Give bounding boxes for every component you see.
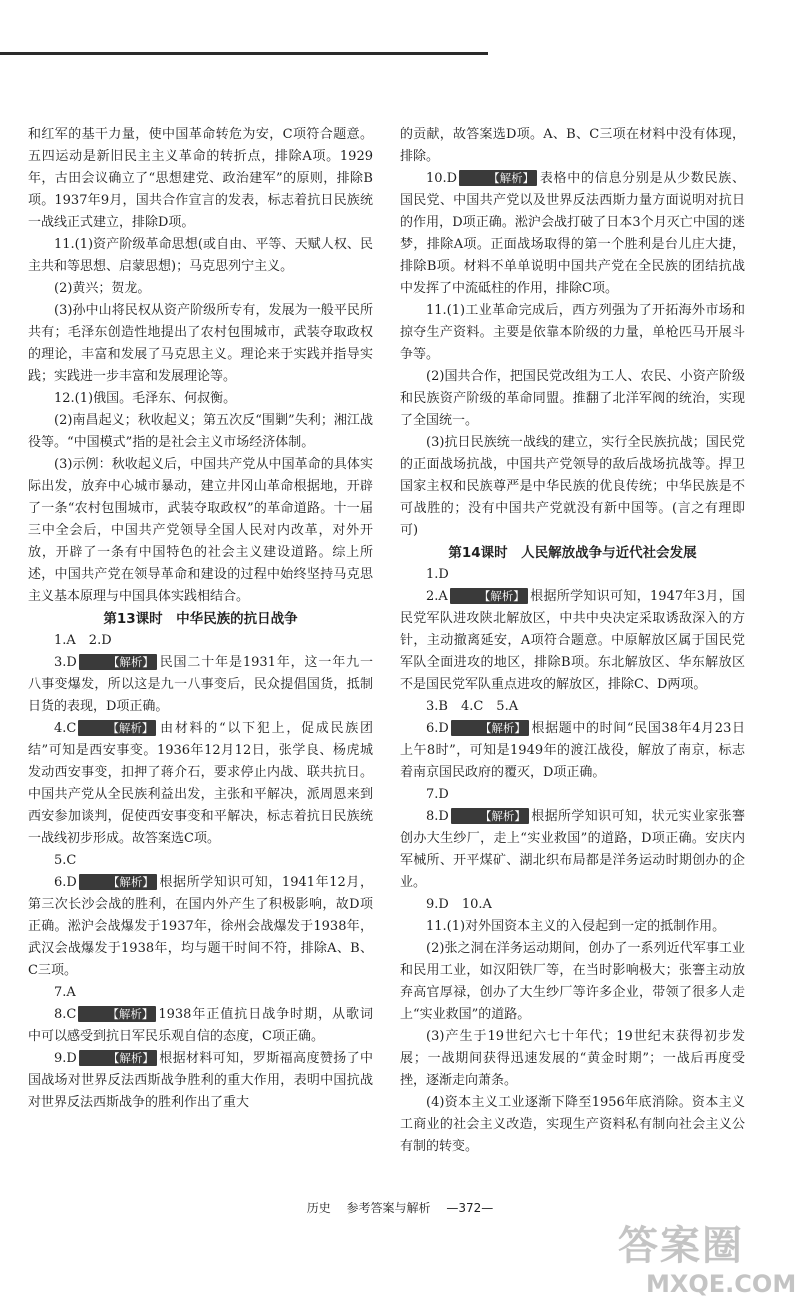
paragraph-text: 7.A xyxy=(54,985,76,1000)
watermark-sub: MXQE.COM xyxy=(646,1270,797,1298)
paragraph-text: 根据所学知识可知，状元实业家张謇创办大生纱厂，走上“实业救国”的道路，D项正确。安庆内军械所、开平煤矿、湖北织布局都是洋务运动时期创办的企业。 xyxy=(400,809,745,890)
paragraph-text: 根据所学知识可知，1947年3月，国民党军队进攻陕北解放区，中共中央决定采取诱敌深入的方针，主动撤离延安，A项符合题意。中原解放区属于国民党军队全面进攻的地区，排除B项。东北解放区、华东解放区不是国民党军队重点进攻的解放区，排除C、D两项。 xyxy=(400,589,745,692)
answer-paragraph xyxy=(400,806,745,894)
top-rule xyxy=(0,52,488,55)
paragraph-text: 5.C xyxy=(54,853,77,868)
analysis-tag: 【解析】 xyxy=(459,170,537,186)
answer-number: 2.A xyxy=(426,589,448,604)
answer-paragraph xyxy=(400,696,745,718)
paragraph-text: (2)张之洞在洋务运动期间，创办了一系列近代军事工业和民用工业，如汉阳铁厂等，在当时影响极大；张謇主动放弃高官厚禄，创办了大生纱厂等许多企业，带领了很多人走上“实业救国”的道路。 xyxy=(400,941,745,1022)
paragraph-text: 11.(1)工业革命完成后，西方列强为了开拓海外市场和掠夺生产资料。主要是依靠本阶级的力量，单枪匹马开展斗争等。 xyxy=(400,303,745,362)
paragraph-text: 1938年正值抗日战争时期，从歌词中可以感受到抗日军民乐观自信的态度，C项正确。 xyxy=(28,1007,373,1044)
paragraph-text: 根据所学知识可知，1941年12月，第三次长沙会战的胜利，在国内外产生了积极影响，故D项正确。淞沪会战爆发于1937年，徐州会战爆发于1938年，武汉会战爆发于1938年，均与题干时间不符，排除A、B、C三项。 xyxy=(28,875,373,978)
answer-paragraph xyxy=(400,300,745,366)
answer-paragraph xyxy=(400,784,745,806)
analysis-tag: 【解析】 xyxy=(79,874,157,890)
footer-section: 参考答案与解析 xyxy=(346,1201,431,1215)
paragraph-text: 第14课时 人民解放战争与近代社会发展 xyxy=(448,545,697,561)
answer-number: 9.D xyxy=(54,1051,77,1066)
answer-paragraph xyxy=(400,718,745,784)
answer-paragraph xyxy=(28,1048,373,1114)
watermark-logo xyxy=(618,1222,796,1300)
answer-number: 10.D xyxy=(426,171,458,186)
answer-paragraph xyxy=(28,388,373,410)
paragraph-text: 1.A 2.D xyxy=(54,633,112,648)
page-footer xyxy=(0,1199,800,1216)
answer-paragraph xyxy=(28,652,373,718)
analysis-tag: 【解析】 xyxy=(451,808,529,824)
paragraph-text: (3)抗日民族统一战线的建立，实行全民族抗战；国民党的正面战场抗战，中国共产党领导的敌后战场抗战等。捍卫国家主权和民族尊严是中华民族的优良传统；中华民族是不可战胜的；没有中国共产党就没有新中国等。(言之有理即可) xyxy=(400,435,745,538)
footer-subject: 历史 xyxy=(306,1201,331,1215)
paragraph-text: 民国二十年是1931年，这一年九一八事变爆发，所以这是九一八事变后，民众提倡国货，抵制日货的表现，D项正确。 xyxy=(28,655,373,714)
answer-paragraph xyxy=(400,564,745,586)
paragraph-text: 1.D xyxy=(426,567,449,582)
paragraph-text: 3.B 4.C 5.A xyxy=(426,699,519,714)
paragraph-text: 11.(1)资产阶级革命思想(或自由、平等、天赋人权、民主共和等思想、启蒙思想)；马克思列宁主义。 xyxy=(28,237,373,274)
answer-number: 8.C xyxy=(54,1007,77,1022)
answer-paragraph xyxy=(400,938,745,1026)
paragraph-text: (3)示例：秋收起义后，中国共产党从中国革命的具体实际出发，放弃中心城市暴动，建立井冈山革命根据地，开辟了一条“农村包围城市，武装夺取政权”的革命道路。十一届三中全会后，中国共产党领导全国人民对内改革，对外开放，开辟了一条有中国特色的社会主义建设道路。综上所述，中国共产党在领导革命和建设的过程中始终坚持马克思主义基本原理与中国具体实践相结合。 xyxy=(28,457,373,604)
answer-paragraph xyxy=(28,872,373,982)
answer-number: 3.D xyxy=(54,655,77,670)
answer-paragraph xyxy=(28,124,373,234)
answer-number: 6.D xyxy=(426,721,449,736)
watermark-main: 答案圈 xyxy=(618,1223,744,1269)
answer-paragraph xyxy=(400,124,745,168)
analysis-tag: 【解析】 xyxy=(79,654,157,670)
paragraph-text: 表格中的信息分别是从少数民族、国民党、中国共产党以及世界反法西斯力量方面说明对抗日的作用，D项正确。淞沪会战打破了日本3个月灭亡中国的迷梦，排除A项。正面战场取得的第一个胜利是台儿庄大捷，排除B项。材料不单单说明中国共产党在全民族的团结抗战中发挥了中流砥柱的作用，排除C项。 xyxy=(400,171,745,296)
paragraph-text: 9.D 10.A xyxy=(426,897,492,912)
answer-paragraph xyxy=(28,718,373,850)
paragraph-text: (2)国共合作，把国民党改组为工人、农民、小资产阶级和民族资产阶级的革命同盟。推翻了北洋军阀的统治，实现了全国统一。 xyxy=(400,369,745,428)
paragraph-text: (3)产生于19世纪六七十年代；19世纪末获得初步发展；一战期间获得迅速发展的“黄金时期”；一战后再度受挫，逐渐走向萧条。 xyxy=(400,1029,745,1088)
analysis-tag: 【解析】 xyxy=(78,1006,156,1022)
paragraph-text: (2)黄兴；贺龙。 xyxy=(54,281,151,296)
left-column xyxy=(28,124,373,1114)
answer-paragraph xyxy=(400,366,745,432)
answer-number: 4.C xyxy=(54,721,77,736)
paragraph-text: (2)南昌起义；秋收起义；第五次反“围剿”失利；湘江战役等。“中国模式”指的是社会主义市场经济体制。 xyxy=(28,413,373,450)
answer-paragraph xyxy=(28,278,373,300)
answer-paragraph xyxy=(28,982,373,1004)
paragraph-text: 和红军的基干力量，使中国革命转危为安，C项符合题意。五四运动是新旧民主主义革命的转折点，排除A项。1929年，古田会议确立了“思想建党、政治建军”的原则，排除B项。1937年9月，国共合作宣言的发表，标志着抗日民族统一战线正式建立，排除D项。 xyxy=(28,127,373,230)
paragraph-text: (3)孙中山将民权从资产阶级所专有，发展为一般平民所共有；毛泽东创造性地提出了农村包围城市，武装夺取政权的理论，丰富和发展了马克思主义。理论来于实践并指导实践；实践进一步丰富和发展理论等。 xyxy=(28,303,373,384)
lesson-title xyxy=(400,542,745,564)
answer-paragraph xyxy=(400,894,745,916)
answer-paragraph xyxy=(400,586,745,696)
paragraph-text: 由材料的“以下犯上，促成民族团结”可知是西安事变。1936年12月12日，张学良、杨虎城发动西安事变，扣押了蒋介石，要求停止内战、联共抗日。中国共产党从全民族利益出发，主张和平解决，派周恩来到西安参加谈判，促使西安事变和平解决，标志着抗日民族统一战线初步形成。故答案选C项。 xyxy=(28,721,373,846)
answer-paragraph xyxy=(28,1004,373,1048)
page-number: —372— xyxy=(446,1201,494,1215)
paragraph-text: 根据材料可知，罗斯福高度赞扬了中国战场对世界反法西斯战争胜利的重大作用，表明中国抗战对世界反法西斯战争的胜利作出了重大 xyxy=(28,1051,373,1110)
answer-paragraph xyxy=(400,168,745,300)
paragraph-text: 7.D xyxy=(426,787,449,802)
answer-paragraph xyxy=(28,850,373,872)
answer-paragraph xyxy=(400,1026,745,1092)
right-column xyxy=(400,124,745,1158)
paragraph-text: 的贡献，故答案选D项。A、B、C三项在材料中没有体现，排除。 xyxy=(400,127,745,164)
answer-number: 6.D xyxy=(54,875,77,890)
answer-paragraph xyxy=(28,410,373,454)
analysis-tag: 【解析】 xyxy=(450,588,528,604)
paragraph-text: 根据题中的时间“民国38年4月23日上午8时”，可知是1949年的渡江战役，解放了南京，标志着南京国民政府的覆灭，D项正确。 xyxy=(400,721,745,780)
answer-paragraph xyxy=(400,432,745,542)
answer-paragraph xyxy=(400,1092,745,1158)
paragraph-text: 11.(1)对外国资本主义的入侵起到一定的抵制作用。 xyxy=(426,919,726,934)
answer-number: 8.D xyxy=(426,809,449,824)
analysis-tag: 【解析】 xyxy=(451,720,529,736)
paragraph-text: 第13课时 中华民族的抗日战争 xyxy=(103,611,298,627)
analysis-tag: 【解析】 xyxy=(78,720,156,736)
lesson-title xyxy=(28,608,373,630)
paragraph-text: 12.(1)俄国。毛泽东、何叔衡。 xyxy=(54,391,237,406)
answer-paragraph xyxy=(28,630,373,652)
paragraph-text: (4)资本主义工业逐渐下降至1956年底消除。资本主义工商业的社会主义改造，实现生产资料私有制向社会主义公有制的转变。 xyxy=(400,1095,745,1154)
analysis-tag: 【解析】 xyxy=(79,1050,157,1066)
answer-paragraph xyxy=(400,916,745,938)
answer-paragraph xyxy=(28,234,373,278)
answer-paragraph xyxy=(28,454,373,608)
answer-paragraph xyxy=(28,300,373,388)
